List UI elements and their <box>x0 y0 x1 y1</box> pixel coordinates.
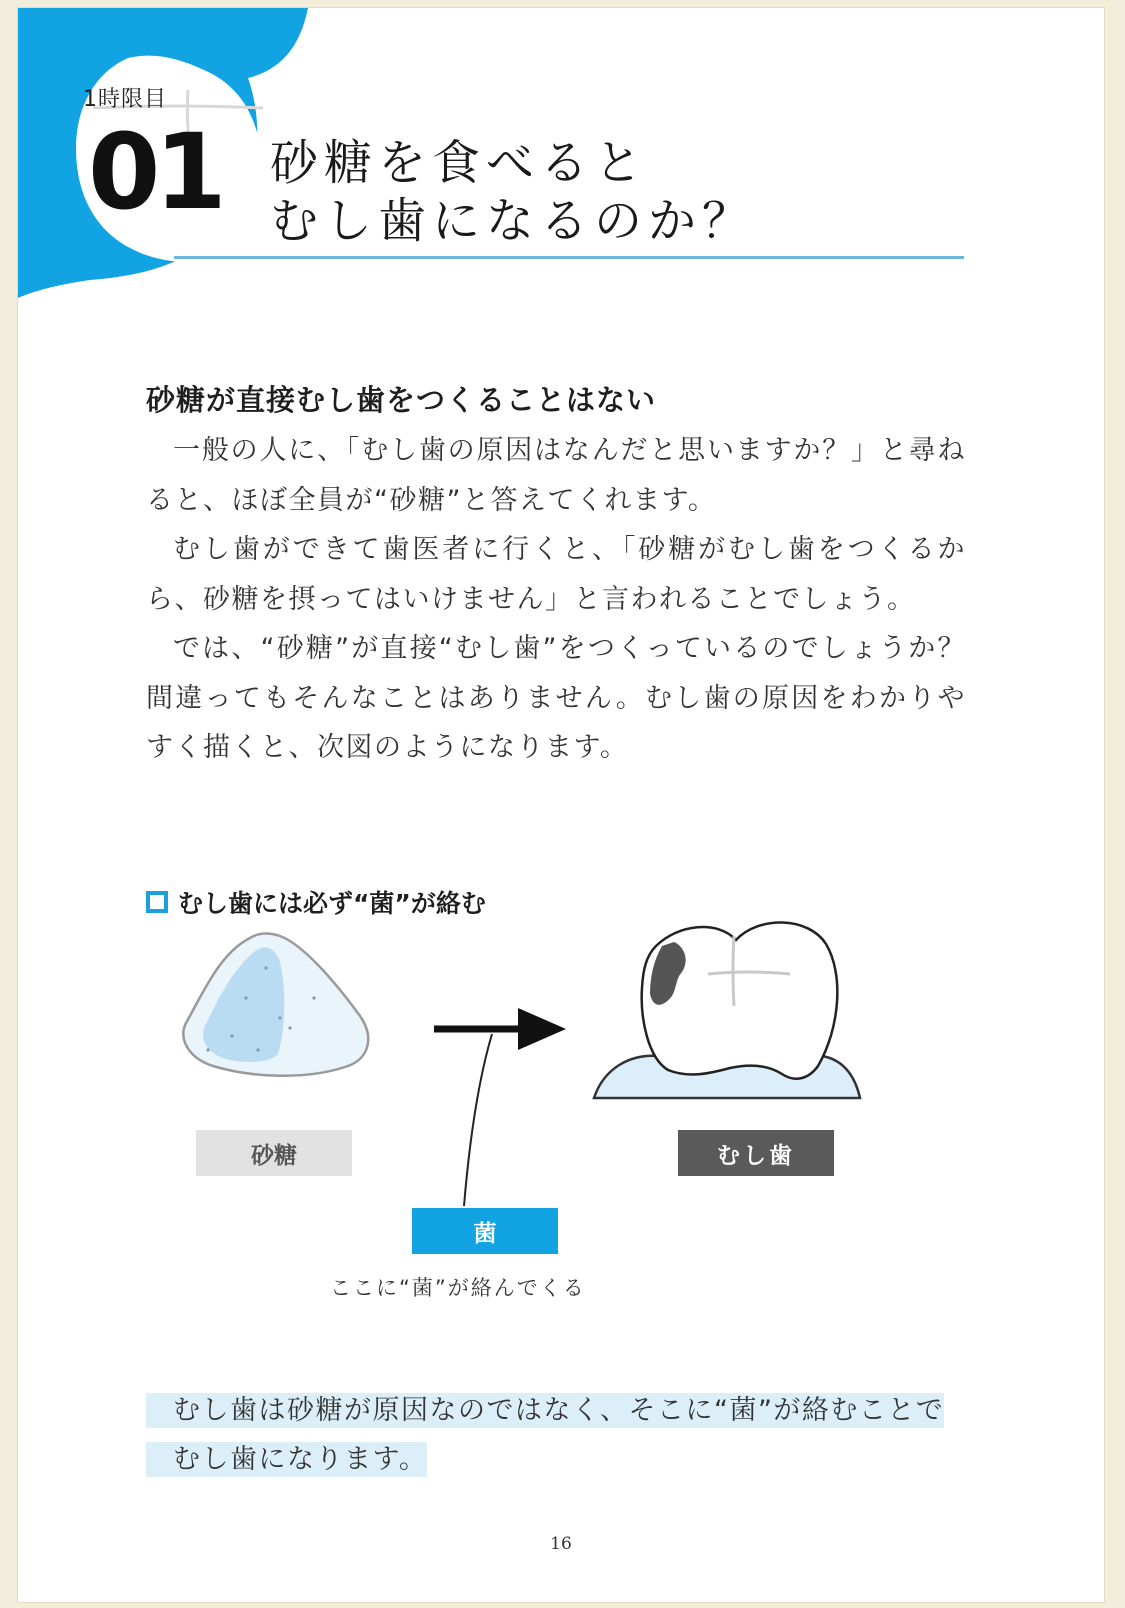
cavity-diagram <box>18 8 1104 1308</box>
decayed-tooth-icon <box>594 922 860 1098</box>
figure-title-text: むし歯には必ず“菌”が絡む <box>178 889 486 918</box>
germ-label: 菌 <box>412 1208 558 1254</box>
period-label: 1時限目 <box>83 87 167 112</box>
paragraph: 一般の人に、「むし歯の原因はなんだと思いますか？」と尋ねると、ほぼ全員が“砂糖”と答えてくれます。 <box>146 435 966 516</box>
highlighted-summary: むし歯は砂糖が原因なのではなく、そこに“菌”が絡むことでむし歯になります。 <box>146 1393 944 1477</box>
chapter-number: 01 <box>88 111 221 233</box>
germ-pointer-line <box>464 1034 492 1206</box>
chapter-title-line-1: 砂糖を食べると <box>270 135 649 191</box>
cavity-label: むし歯 <box>678 1130 834 1176</box>
germ-caption: ここに“菌”が絡んでくる <box>330 1276 586 1300</box>
page-number: 16 <box>550 1534 572 1554</box>
paragraph: では、“砂糖”が直接“むし歯”をつくっているのでしょうか？ 間違ってもそんなことはありません。むし歯の原因をわかりやすく描くと、次図のようになります。 <box>146 633 995 763</box>
sugar-label: 砂糖 <box>196 1130 352 1176</box>
right-arrow-icon <box>434 1008 566 1050</box>
sugar-pile-icon <box>183 934 368 1076</box>
paragraph: むし歯ができて歯医者に行くと、「砂糖がむし歯をつくるから、砂糖を摂ってはいけません」と言われることでしょう。 <box>146 534 966 615</box>
section-heading: 砂糖が直接むし歯をつくることはない <box>146 383 657 417</box>
book-page <box>18 8 1104 1602</box>
chapter-title-line-2: むし歯になるのか？ <box>270 193 757 249</box>
summary-text <box>146 1386 966 1484</box>
